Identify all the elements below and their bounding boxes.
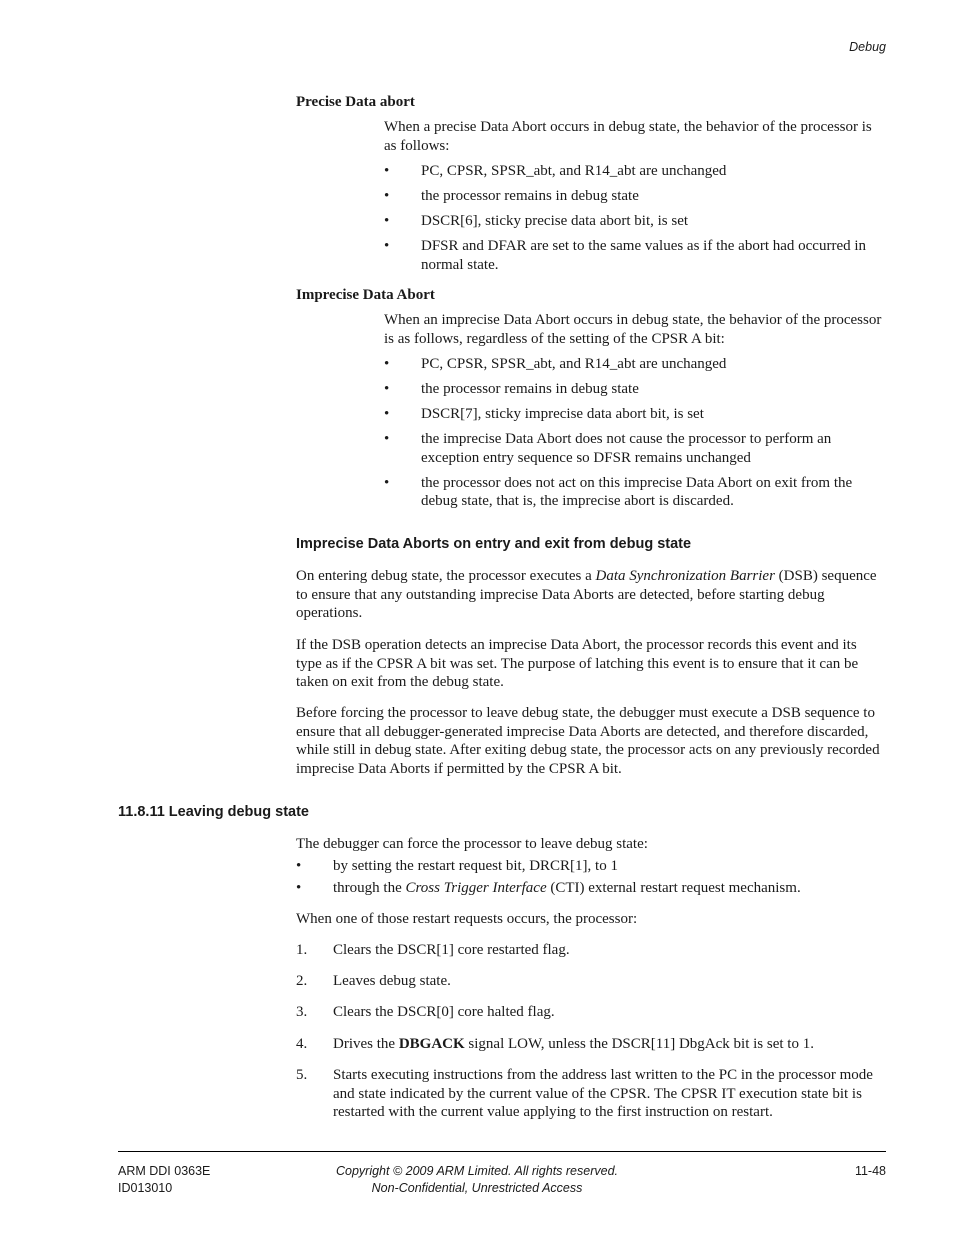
list-item: • DSCR[6], sticky precise data abort bit, is set: [384, 212, 689, 229]
list-item: • DFSR and DFAR are set to the same values as if the abort had occurred in normal state.: [384, 237, 867, 273]
imprecise-list: [384, 355, 886, 511]
list-item: • DSCR[7], sticky imprecise data abort bit, is set: [384, 405, 704, 422]
numbered-step: 3. Clears the DSCR[0] core halted flag.: [296, 1004, 555, 1020]
list-item: • through the Cross Trigger Interface (CTI) external restart request mechanism.: [296, 879, 801, 896]
copyright: Copyright © 2009 ARM Limited. All rights reserved.: [335, 1164, 618, 1178]
bullet: •: [384, 237, 390, 254]
numbered-step: 4. Drives the DBGACK signal LOW, unless the DSCR[11] DbgAck bit is set to 1.: [296, 1036, 814, 1052]
list-item: • the processor does not act on this imprecise Data Abort on exit from the debug state, that is, the imprecise abort is discarded.: [384, 474, 853, 510]
bullet: •: [384, 356, 390, 372]
numbered-step: 2. Leaves debug state.: [296, 973, 451, 989]
footer-rule: [118, 1151, 886, 1152]
precise-data-abort-title: Precise Data abort: [296, 94, 415, 110]
precise-list: [384, 162, 886, 274]
bullet: •: [296, 858, 302, 874]
list-item: • the processor remains in debug state: [384, 380, 639, 397]
section-heading-entry-exit: Imprecise Data Aborts on entry and exit from debug state: [296, 536, 692, 552]
issue-id: ID013010: [118, 1180, 173, 1195]
numbered-step: 1. Clears the DSCR[1] core restarted flag.: [296, 942, 570, 958]
list-item: • PC, CPSR, SPSR_abt, and R14_abt are unchanged: [384, 163, 727, 179]
paragraph: If the DSB operation detects an imprecise Data Abort, the processor records this event and its type as if the CPSR A bit was set. The purpose of latching this event is to ensure that it can be taken on exit from the debug state.: [296, 637, 859, 691]
page-number: 11-48: [854, 1164, 886, 1178]
footer-center: [300, 1163, 654, 1196]
paragraph: When one of those restart requests occurs, the processor:: [296, 911, 638, 927]
paragraph: The debugger can force the processor to leave debug state:: [296, 836, 648, 852]
list-item: • the processor remains in debug state: [384, 187, 639, 204]
list-item: • the imprecise Data Abort does not cause the processor to perform an exception entry sequence so DFSR remains unchanged: [384, 430, 832, 466]
section-heading-leaving-debug-state: 11.8.11 Leaving debug state: [118, 804, 309, 820]
signal-name: DBGACK: [398, 1036, 465, 1052]
bullet: •: [384, 405, 390, 422]
bullet: •: [296, 879, 302, 896]
footer-left: [118, 1163, 210, 1196]
bullet: •: [384, 380, 390, 397]
paragraph: Before forcing the processor to leave debug state, the debugger must execute a DSB sequence to ensure that all debugger-generated imprecise Data Aborts are detected, and therefore discarded, while still in debug state. After exiting debug state, the processor acts on any previously recorded imprecise Data Aborts if permitted by the CPSR A bit.: [296, 705, 880, 777]
running-header: Debug: [849, 40, 886, 54]
bullet: •: [384, 163, 390, 179]
precise-intro: When a precise Data Abort occurs in debug state, the behavior of the processor is as follows:: [384, 119, 872, 154]
bullet: •: [384, 187, 390, 204]
list-item: • by setting the restart request bit, DRCR[1], to 1: [296, 858, 618, 874]
imprecise-data-abort-title: Imprecise Data Abort: [296, 287, 435, 303]
bullet: •: [384, 430, 390, 447]
term-cti: Cross Trigger Interface: [405, 879, 547, 896]
leaving-bullet-list: [296, 857, 886, 897]
access-level: Non-Confidential, Unrestricted Access: [371, 1180, 583, 1195]
bullet: •: [384, 212, 390, 229]
numbered-step: 5. Starts executing instructions from the address last written to the PC in the processor mode and state indicated by the current value of the CPSR. The CPSR IT execution state bit is restarted with the current value applying to the first instruction on restart.: [296, 1067, 873, 1121]
paragraph: On entering debug state, the processor executes a Data Synchronization Barrier (DSB) sequence to ensure that any outstanding imprecise Data Aborts are detected, before starting debug operations.: [296, 568, 877, 622]
term-dsb: Data Synchronization Barrier: [595, 568, 775, 584]
doc-id: ARM DDI 0363E: [118, 1164, 211, 1178]
list-item: • PC, CPSR, SPSR_abt, and R14_abt are unchanged: [384, 356, 727, 372]
bullet: •: [384, 474, 390, 491]
imprecise-intro: When an imprecise Data Abort occurs in debug state, the behavior of the processor is as follows, regardless of the setting of the CPSR A bit:: [384, 312, 882, 347]
